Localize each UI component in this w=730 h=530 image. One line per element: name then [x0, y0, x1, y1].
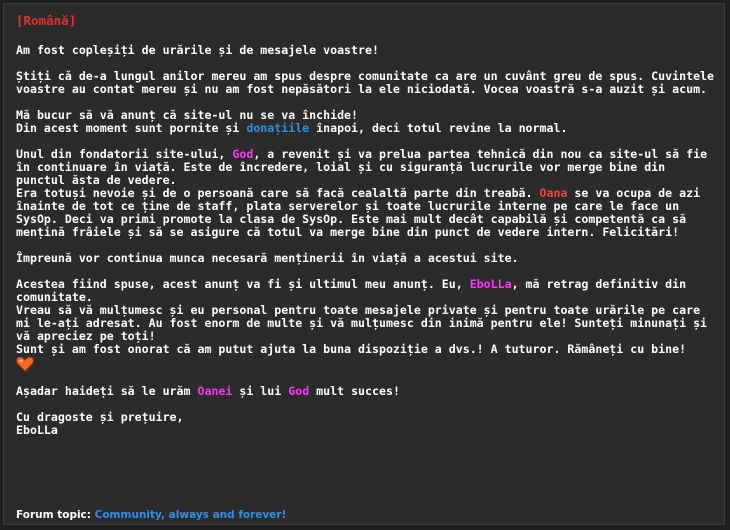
signature-name: EboLLa — [16, 423, 58, 437]
paragraph-7-text-b: , mă retrag definitiv din comunitate. — [16, 277, 687, 304]
paragraph-7-text-d: Sunt și am fost onorat că am putut ajuta la buna dispoziție a dvs.! A tuturor. Rămâneți cu bine! — [16, 342, 687, 356]
announcement-panel — [3, 3, 725, 525]
paragraph-7-text-c: Vreau să vă mulțumesc și eu personal pentru toate mesajele private și pentru toate urările pe care mi le-ați adresat. Au fost enorm de multe și vă mulțumesc din inimă pentru ele! Sunteți minunați și vă apreciez pe toți! — [16, 303, 708, 343]
username-god[interactable]: God — [232, 147, 254, 161]
paragraph-4 — [16, 148, 714, 239]
username-oanei[interactable]: Oanei — [197, 384, 233, 398]
paragraph-3-line-1: Mă bucur să vă anunț că site-ul nu se va închide! — [16, 108, 359, 122]
username-ebolla[interactable]: EboLLa — [469, 277, 512, 291]
paragraph-5-text-a: Era totuși nevoie și de o persoană care să facă cealaltă parte din treabă. — [16, 186, 540, 200]
paragraph-2: Știți că de-a lungul anilor mereu am spus despre comunitate ca are un cuvânt greu de spus. Cuvintele voastre au contat mereu și nu am fost nepăsători la ele niciodată. Vocea voastră s-a auzit și acum. — [16, 69, 715, 96]
signature — [16, 411, 714, 437]
paragraph-8-text-b: și lui — [232, 384, 289, 398]
paragraph-5-text-b: se va ocupa de azi înainte de tot ce ține de staff, plata serverelor și toate lucrurile interne pe care le face un SysOp. Deci va primi promote la clasa de SysOp. Este mai mult decât capabilă și competentă ca să mențină frâiele și să se asigure că totul va merge bine din punct de vedere intern. Felicitări! — [16, 186, 701, 239]
paragraph-3-text-a: Din acest moment sunt pornite și — [16, 121, 247, 135]
paragraph-7-text-a: Acestea fiind spuse, acest anunț va fi și ultimul meu anunț. Eu, — [16, 277, 470, 291]
forum-topic-link[interactable]: Community, always and forever! — [94, 509, 287, 521]
paragraph-4-text-a: Unul din fondatorii site-ului, — [16, 147, 233, 161]
heart-icon — [16, 356, 34, 372]
donations-link[interactable]: donațiile — [246, 121, 310, 135]
paragraph-1: Am fost copleșiți de urările și de mesajele voastre! — [16, 43, 379, 57]
paragraph-3 — [16, 109, 714, 135]
announcement-body — [16, 14, 714, 450]
forum-topic-label: Forum topic: — [16, 509, 91, 521]
paragraph-8 — [16, 385, 714, 398]
paragraph-4-text-b: , a revenit și va prelua partea tehnică din nou ca site-ul să fie în continuare în viață. Este de încredere, loial și cu siguranță lucrurile vor merge bine din punctul ăsta de vedere. — [16, 147, 708, 187]
signature-line-1: Cu dragoste și prețuire, — [16, 410, 184, 424]
paragraph-7 — [16, 278, 714, 372]
paragraph-6: Împreună vor continua munca necesară menținerii în viață a acestui site. — [16, 251, 519, 265]
username-god-2[interactable]: God — [288, 384, 310, 398]
paragraph-3-text-b: înapoi, deci totul revine la normal. — [309, 121, 568, 135]
language-tag: [Română] — [16, 13, 77, 28]
paragraph-8-text-a: Așadar haideți să le urăm — [16, 384, 198, 398]
paragraph-8-text-c: mult succes! — [309, 384, 400, 398]
username-oana[interactable]: Oana — [539, 186, 568, 200]
forum-topic — [16, 509, 286, 521]
